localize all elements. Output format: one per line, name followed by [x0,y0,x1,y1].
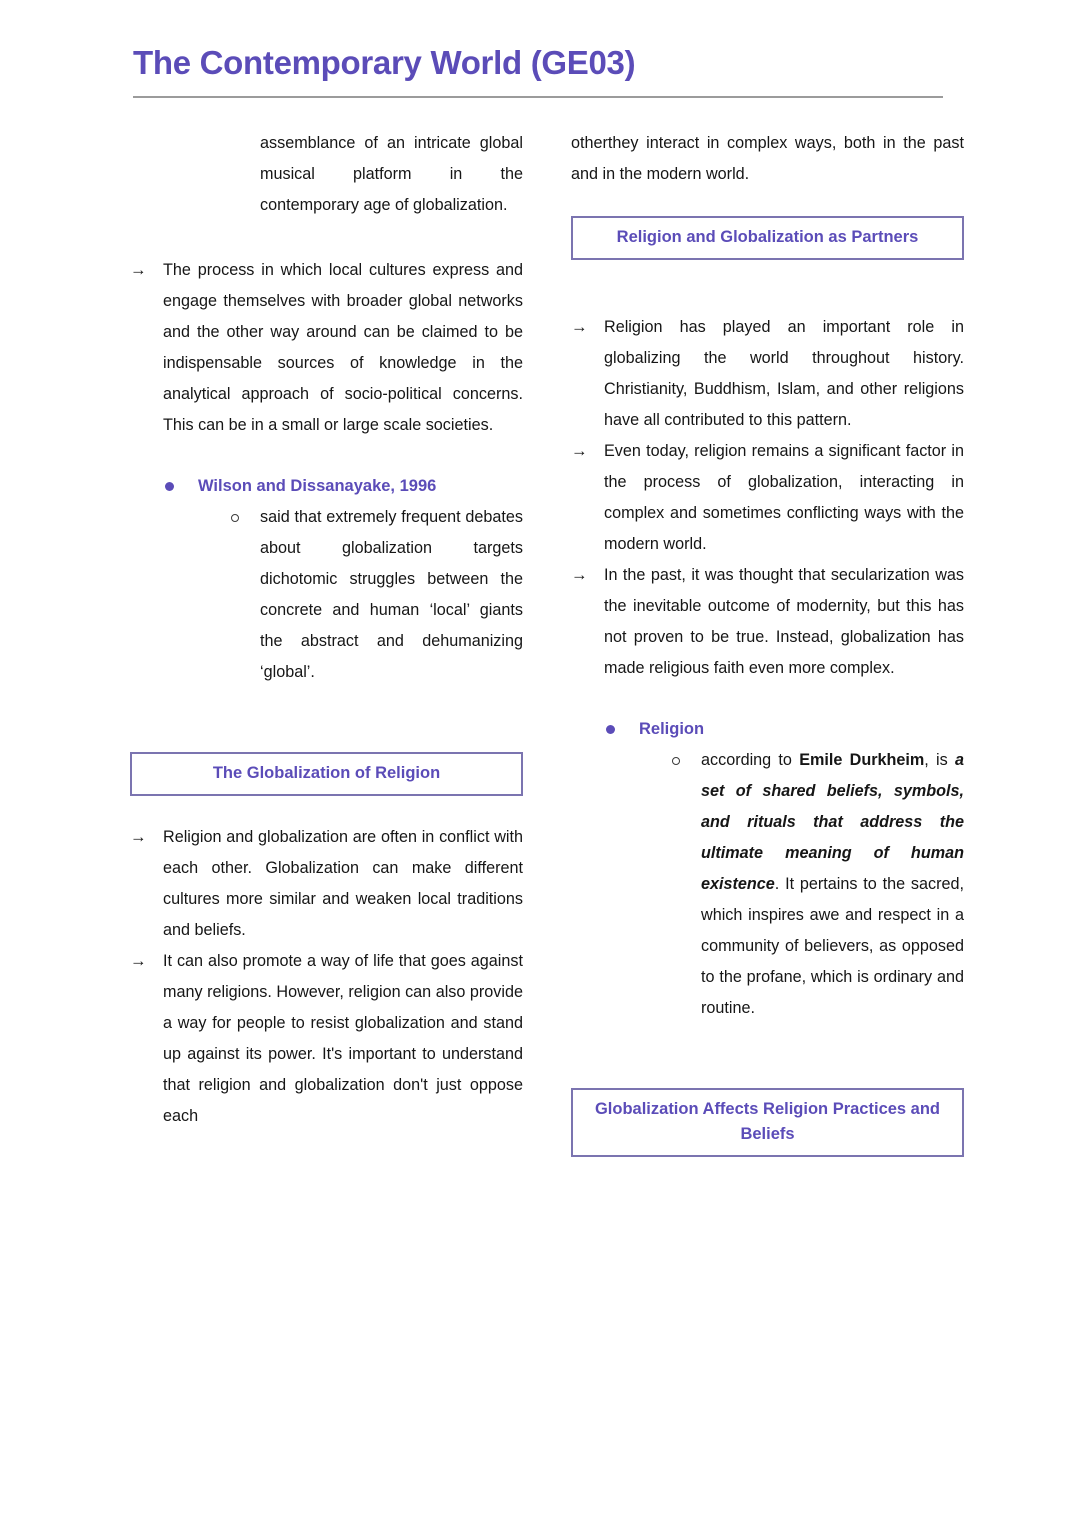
continued-paragraph-right: otherthey interact in complex ways, both in the past and in the modern world. [571,134,964,183]
arrow-icon: → [130,952,147,970]
section-header-religion-globalization-partners: Religion and Globalization as Partners [571,216,964,260]
spacer [130,221,523,255]
continued-paragraph-left: assemblance of an intricate global musical platform in the contemporary age of globalization. [260,134,523,214]
title-divider [133,96,943,98]
arrow-list-item [130,822,523,946]
spacer [571,286,964,312]
arrow-item-text: In the past, it was thought that secularization was the inevitable outcome of modernity, but this has not proven to be true. Instead, globalization has made religious faith even more complex. [604,566,964,677]
arrow-list-item [571,560,964,684]
sub-bullet-row [130,502,523,688]
page-title: The Contemporary World (GE03) [133,44,636,81]
spacer [571,190,964,216]
two-column-body [130,128,964,1157]
left-column [130,128,523,1157]
sub-bullet-bold-italic-definition: a set of shared beliefs, symbols, and rituals that address the ultimate meaning of human existence [701,751,964,893]
circle-bullet-icon [231,514,239,522]
sub-bullet-bold-name: Emile Durkheim [799,751,925,769]
arrow-icon: → [130,261,147,279]
bullet-heading-row [130,471,523,502]
arrow-icon: → [130,828,147,846]
arrow-list-item [130,255,523,441]
sub-bullet-text-seg-1: according to [701,751,800,769]
sub-bullet-row [571,745,964,1024]
bullet-heading-label: Religion [639,720,705,738]
arrow-list-item [571,436,964,560]
arrow-item-text: Religion has played an important role in globalizing the world throughout history. Christianity, Buddhism, Islam, and other religions have all contributed to this pattern. [604,318,964,429]
sub-bullet-text-seg-2: , is [924,751,955,769]
disc-bullet-icon [606,725,615,734]
section-header-globalization-of-religion: The Globalization of Religion [130,752,523,796]
bullet-heading-label: Wilson and Dissanayake, 1996 [198,477,437,495]
section-header-globalization-affects-religion: Globalization Affects Religion Practices and Beliefs [571,1088,964,1157]
arrow-item-text: Religion and globalization are often in conflict with each other. Globalization can make different cultures more similar and weaken local traditions and beliefs. [163,828,523,939]
arrow-list-item [130,946,523,1132]
right-column [571,128,964,1157]
arrow-icon: → [571,442,588,460]
disc-bullet-icon [165,482,174,491]
bullet-heading-row [571,714,964,745]
sub-bullet-text-seg-3: . It pertains to the sacred, which inspires awe and respect in a community of believers, as opposed to the profane, which is ordinary and routine. [701,875,964,1017]
arrow-item-text: Even today, religion remains a significant factor in the process of globalization, interacting in complex and sometimes conflicting ways with the modern world. [604,442,964,553]
sub-bullet-text: said that extremely frequent debates about globalization targets dichotomic struggles between the concrete and human ‘local’ giants the abstract and dehumanizing ‘global’. [260,508,523,681]
document-header [133,44,943,98]
arrow-icon: → [571,566,588,584]
sub-bullet-text-rich [701,745,964,1024]
circle-bullet-icon [672,757,680,765]
arrow-item-text: It can also promote a way of life that goes against many religions. However, religion can also provide a way for people to resist globalization and stand up against its power. It's important to understand that religion and globalization don't just oppose each [163,952,523,1125]
arrow-icon: → [571,318,588,336]
arrow-list-item [571,312,964,436]
arrow-item-text: The process in which local cultures express and engage themselves with broader global networks and the other way around can be claimed to be indispensable sources of knowledge in the analytical approach of socio-political concerns. This can be in a small or large scale societies. [163,261,523,434]
